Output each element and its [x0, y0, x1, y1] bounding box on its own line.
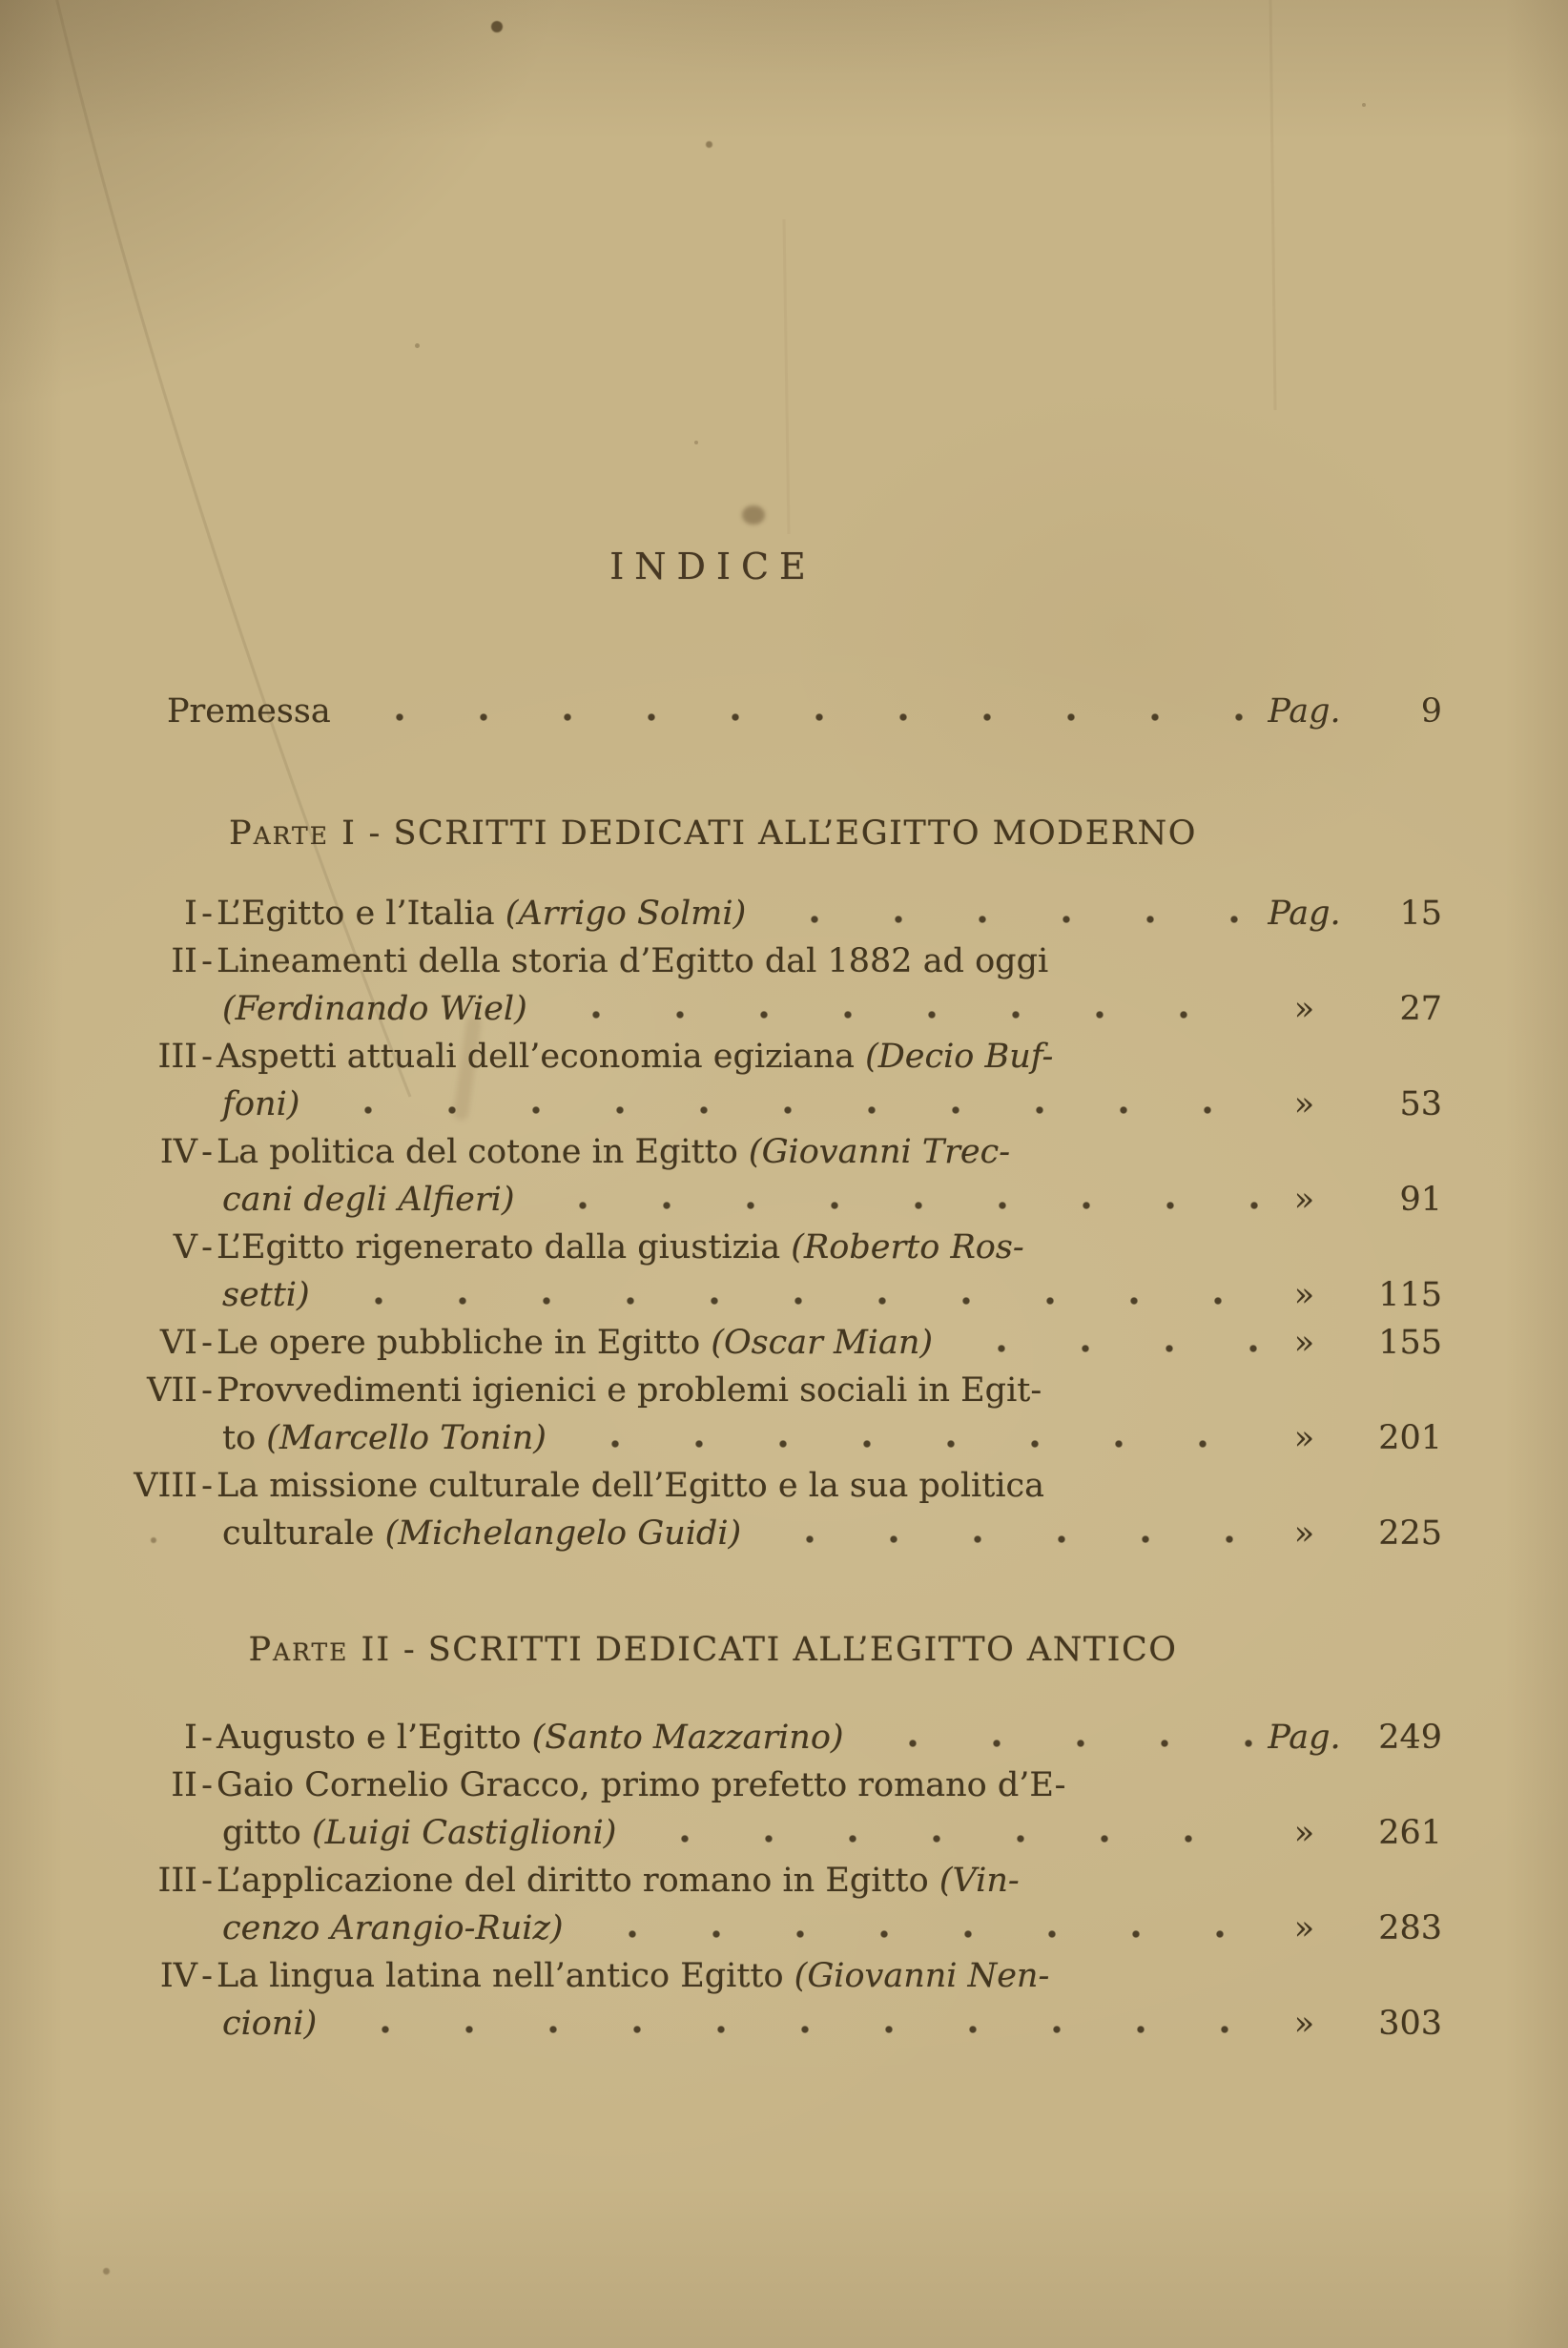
toc-entry-line	[129, 2005, 1442, 2052]
entry-dash: -	[201, 895, 213, 933]
dot-leader	[844, 1739, 1259, 1748]
page-number: 283	[1378, 1909, 1442, 1947]
title-text: Augusto e l’Egitto	[217, 1719, 532, 1757]
entry-title	[217, 1467, 1044, 1505]
toc-entry-line	[129, 1467, 1442, 1514]
entry-dash: -	[201, 1371, 213, 1410]
page-mark: »	[1293, 2005, 1315, 2043]
toc-entry-line	[129, 1862, 1442, 1909]
page-mark: »	[1293, 1814, 1315, 1852]
title-text: La missione culturale dell’Egitto e la sua politica	[217, 1467, 1044, 1505]
toc-entry-line	[129, 1814, 1442, 1862]
toc-entry-line	[129, 1181, 1442, 1228]
title-text: La politica del cotone in Egitto	[217, 1133, 749, 1171]
entry-title	[217, 1719, 844, 1757]
entry-title	[217, 1957, 1049, 1995]
entry-dash: -	[201, 1766, 213, 1804]
entry-title	[217, 1228, 1024, 1267]
author-italic: (Luigi Castiglioni)	[311, 1814, 617, 1852]
entry-numeral: IV	[159, 1133, 197, 1171]
dot-leader	[514, 1201, 1259, 1210]
entry-numeral: VI	[159, 1324, 197, 1362]
page-mark: »	[1293, 1514, 1315, 1553]
page-mark: »	[1293, 1276, 1315, 1314]
page-number: 91	[1399, 1181, 1442, 1219]
entry-title	[217, 1862, 1020, 1900]
toc-entry-line	[129, 895, 1442, 942]
author-italic: setti)	[222, 1276, 310, 1314]
author-italic: (Decio Buf-	[865, 1038, 1054, 1076]
author-italic: (Marcello Tonin)	[266, 1419, 547, 1457]
dot-leader	[933, 1344, 1259, 1353]
page-mark: Pag.	[1268, 895, 1341, 933]
page-mark: Pag.	[1268, 1719, 1341, 1757]
entry-numeral: I	[184, 1719, 197, 1757]
author-italic: (Giovanni Nen-	[794, 1957, 1050, 1995]
entry-dash: -	[201, 1324, 213, 1362]
dot-leader	[616, 1834, 1259, 1843]
toc-entry-line	[129, 1419, 1442, 1467]
entry-title	[217, 942, 1048, 980]
entry-dash: -	[201, 1957, 213, 1995]
author-italic: cioni)	[222, 2005, 318, 2043]
entry-numeral: IV	[159, 1957, 197, 1995]
entry-title	[222, 1276, 310, 1314]
entry-title	[222, 1814, 616, 1852]
toc-part-1	[129, 812, 1442, 1562]
entry-title	[217, 1371, 1042, 1410]
entry-title	[217, 1324, 933, 1362]
part-heading: Parte I - SCRITTI DEDICATI ALL’EGITTO MODERNO	[229, 814, 1197, 853]
part-heading-text: SCRITTI DEDICATI ALL’EGITTO MODERNO	[393, 814, 1197, 853]
paper-stain	[103, 2268, 110, 2275]
entry-title	[222, 1085, 299, 1123]
entry-title	[217, 1038, 1053, 1076]
title-text: culturale	[222, 1514, 385, 1553]
paper-stain	[415, 343, 420, 348]
toc-entry-line	[129, 1085, 1442, 1133]
entry-dash: -	[201, 1038, 213, 1076]
toc-entry-line	[129, 1909, 1442, 1957]
page-mark: »	[1293, 1181, 1315, 1219]
page-number: 15	[1399, 895, 1442, 933]
paper-stain	[1362, 103, 1366, 107]
page-number: 155	[1378, 1324, 1442, 1362]
author-italic: (Roberto Ros-	[791, 1228, 1024, 1267]
premessa-row	[167, 692, 1442, 731]
entry-title	[217, 895, 746, 933]
title-text: L’Egitto rigenerato dalla giustizia	[217, 1228, 792, 1267]
page-number: 225	[1378, 1514, 1442, 1553]
title-text: Provvedimenti igienici e problemi sociali in Egit-	[217, 1371, 1042, 1410]
entry-title	[217, 1766, 1065, 1804]
author-italic: (Oscar Mian)	[711, 1324, 934, 1362]
part-label: Parte I	[229, 814, 357, 853]
entry-dash: -	[201, 1228, 213, 1267]
entry-dash: -	[201, 1862, 213, 1900]
author-italic: (Arrigo Solmi)	[505, 895, 747, 933]
entry-dash: -	[201, 1133, 213, 1171]
author-italic: cenzo Arangio-Ruiz)	[222, 1909, 564, 1947]
entry-title	[217, 1133, 1010, 1171]
title-text: Gaio Cornelio Gracco, primo prefetto romano d’E-	[217, 1766, 1066, 1804]
page-mark: »	[1293, 1909, 1315, 1947]
dot-leader	[547, 1439, 1259, 1449]
dot-leader	[741, 1534, 1259, 1544]
title-text: to	[222, 1419, 267, 1457]
title-text: gitto	[222, 1814, 312, 1852]
entry-title	[222, 2005, 317, 2043]
entry-title	[222, 1514, 741, 1553]
title-text: La lingua latina nell’antico Egitto	[217, 1957, 794, 1995]
entry-title	[222, 1419, 547, 1457]
page-mark: »	[1293, 1419, 1315, 1457]
entry-dash: -	[201, 942, 213, 980]
toc-entry-line	[129, 1719, 1442, 1766]
entry-numeral: V	[173, 1228, 197, 1267]
toc-entry-line	[129, 1957, 1442, 2005]
paper-stain	[742, 505, 765, 525]
toc-entry-line	[129, 1324, 1442, 1371]
dot-leader	[527, 1010, 1259, 1020]
part-label: Parte II	[248, 1631, 392, 1669]
title-text: L’applicazione del diritto romano in Egitto	[217, 1862, 939, 1900]
entry-dash: -	[201, 1467, 213, 1505]
entry-numeral: VII	[147, 1371, 197, 1410]
toc-entry-line	[129, 942, 1442, 990]
author-italic: (Santo Mazzarino)	[531, 1719, 844, 1757]
toc-part-2	[129, 1628, 1442, 2052]
dot-leader	[746, 915, 1259, 924]
page-mark: Pag.	[1268, 692, 1341, 731]
page-number: 303	[1378, 2005, 1442, 2043]
toc-entry-line	[129, 1371, 1442, 1419]
page-number: 201	[1378, 1419, 1442, 1457]
author-italic: (Vin-	[939, 1862, 1020, 1900]
paper-stain	[706, 141, 712, 148]
toc-entry-line	[129, 1514, 1442, 1562]
entry-numeral: I	[184, 895, 197, 933]
dot-leader	[317, 2025, 1259, 2034]
page-title: INDICE	[609, 546, 816, 587]
entry-numeral: III	[157, 1038, 197, 1076]
page-number: 9	[1420, 692, 1442, 731]
entry-numeral: VIII	[134, 1467, 197, 1505]
page-number: 261	[1378, 1814, 1442, 1852]
dot-leader	[310, 1296, 1259, 1306]
page-number: 249	[1378, 1719, 1442, 1757]
author-italic: cani degli Alfieri)	[222, 1181, 515, 1219]
page-number: 27	[1399, 990, 1442, 1028]
title-text: Aspetti attuali dell’economia egiziana	[217, 1038, 866, 1076]
dot-leader	[299, 1105, 1259, 1115]
title-text: Lineamenti della storia d’Egitto dal 1882 ad oggi	[217, 942, 1049, 980]
toc-parts	[129, 812, 1442, 2052]
page-mark: »	[1293, 990, 1315, 1028]
author-italic: (Giovanni Trec-	[748, 1133, 1011, 1171]
dot-leader	[331, 712, 1259, 722]
entry-title	[222, 1909, 564, 1947]
toc-entry-line	[129, 1133, 1442, 1181]
toc-entry-line	[129, 1228, 1442, 1276]
entry-numeral: III	[157, 1862, 197, 1900]
toc-entry-line	[129, 990, 1442, 1038]
author-italic: (Ferdinando Wiel)	[222, 990, 527, 1028]
page-mark: »	[1293, 1324, 1315, 1362]
premessa-label: Premessa	[167, 692, 331, 731]
dot-leader	[564, 1929, 1259, 1939]
author-italic: (Michelangelo Guidi)	[384, 1514, 742, 1553]
title-text: L’Egitto e l’Italia	[217, 895, 505, 933]
part-heading: Parte II - SCRITTI DEDICATI ALL’EGITTO ANTICO	[248, 1631, 1178, 1669]
page-mark: »	[1293, 1085, 1315, 1123]
entry-numeral: II	[171, 1766, 197, 1804]
part-heading-text: SCRITTI DEDICATI ALL’EGITTO ANTICO	[427, 1631, 1178, 1669]
toc-entry-line	[129, 1276, 1442, 1324]
paper-stain	[491, 21, 503, 32]
toc-entry-line	[129, 1038, 1442, 1085]
author-italic: foni)	[222, 1085, 300, 1123]
paper-stain	[694, 441, 698, 444]
entry-title	[222, 990, 527, 1028]
entry-title	[222, 1181, 514, 1219]
title-text: Le opere pubbliche in Egitto	[217, 1324, 712, 1362]
page-number: 53	[1399, 1085, 1442, 1123]
page-number: 115	[1378, 1276, 1442, 1314]
entry-numeral: II	[171, 942, 197, 980]
entry-dash: -	[201, 1719, 213, 1757]
toc-entry-line	[129, 1766, 1442, 1814]
